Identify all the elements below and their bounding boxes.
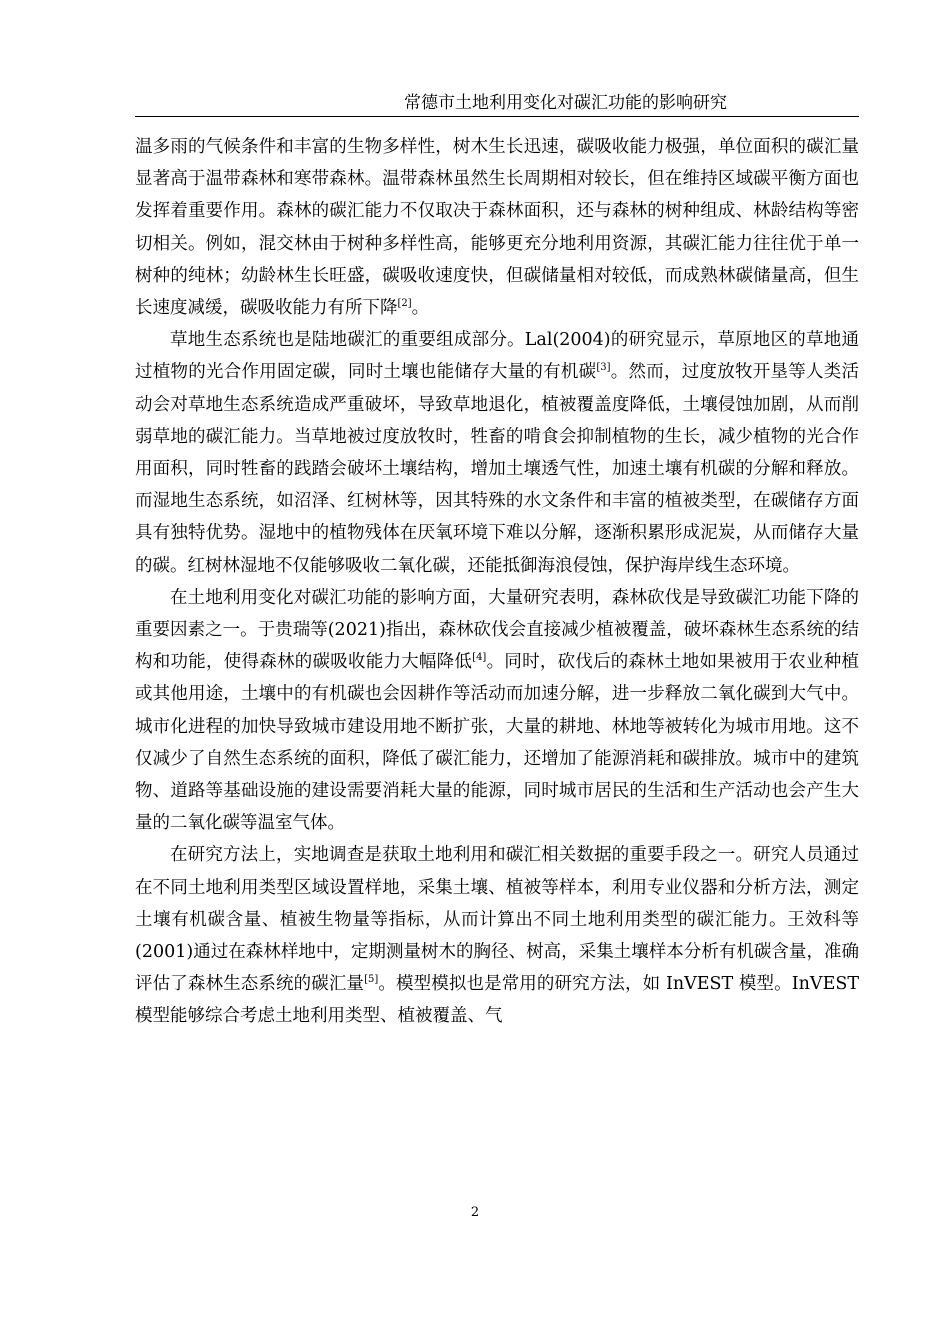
page-header (135, 92, 859, 117)
paragraph (135, 131, 859, 324)
paragraph-text: 温多雨的气候条件和丰富的生物多样性，树木生长迅速，碳吸收能力极强，单位面积的碳汇量显著高于温带森林和寒带森林。温带森林虽然生长周期相对较长，但在维持区域碳平衡方面也发挥着重要作用。森林的碳汇能力不仅取决于森林面积，还与森林的树种组成、林龄结构等密切相关。例如，混交林由于树种多样性高，能够更充分地利用资源，其碳汇能力往往优于单一树种的纯林；幼龄林生长旺盛，碳吸收速度快，但碳储量相对较低，而成熟林碳储量高，但生长速度减缓，碳吸收能力有所下降 (135, 137, 859, 319)
body-text (135, 131, 859, 1033)
page-number: 2 (470, 1205, 480, 1220)
paragraph (135, 839, 859, 1032)
paragraph-text: 。然而，过度放牧开垦等人类活动会对草地生态系统造成严重破坏，导致草地退化，植被覆盖度降低，土壤侵蚀加剧，从而削弱草地的碳汇能力。当草地被过度放牧时，牲畜的啃食会抑制植物的生长，减少植物的光合作用面积，同时牲畜的践踏会破坏土壤结构，增加土壤透气性，加速土壤有机碳的分解和释放。而湿地生态系统，如沼泽、红树林等，因其特殊的水文条件和丰富的植被类型，在碳储存方面具有独特优势。湿地中的植物残体在厌氧环境下难以分解，逐渐积累形成泥炭，从而储存大量的碳。红树林湿地不仅能够吸收二氧化碳，还能抵御海浪侵蚀，保护海岸线生态环境。 (135, 362, 860, 576)
paragraph-text: 在研究方法上，实地调查是获取土地利用和碳汇相关数据的重要手段之一。研究人员通过在不同土地利用类型区域设置样地，采集土壤、植被等样本，利用专业仪器和分析方法，测定土壤有机碳含量、植被生物量等指标，从而计算出不同土地利用类型的碳汇能力。王效科等(2001)通过在森林样地中，定期测量树木的胸径、树高，采集土壤样本分析有机碳含量，准确评估了森林生态系统的碳汇量 (135, 845, 859, 995)
paragraph-text: 。同时，砍伐后的森林土地如果被用于农业种植或其他用途，土壤中的有机碳也会因耕作等活动而加速分解，进一步释放二氧化碳到大气中。城市化进程的加快导致城市建设用地不断扩张，大量的耕地、林地等被转化为城市用地。这不仅减少了自然生态系统的面积，降低了碳汇能力，还增加了能源消耗和碳排放。城市中的建筑物、道路等基础设施的建设需要消耗大量的能源，同时城市居民的生活和生产活动也会产生大量的二氧化碳等温室气体。 (135, 652, 860, 834)
paragraph (135, 324, 859, 582)
paragraph-text: 。模型模拟也是常用的研究方法，如 InVEST 模型。InVEST 模型能够综合考虑土地利用类型、植被覆盖、气 (135, 974, 860, 1027)
paragraph-text: 在土地利用变化对碳汇功能的影响方面，大量研究表明，森林砍伐是导致碳汇功能下降的重要因素之一。于贵瑞等(2021)指出，森林砍伐会直接减少植被覆盖，破坏森林生态系统的结构和功能，使得森林的碳吸收能力大幅降低 (135, 587, 859, 673)
citation-marker: [5] (364, 974, 379, 986)
paragraph-text: 草地生态系统也是陆地碳汇的重要组成部分。Lal(2004)的研究显示，草原地区的草地通过植物的光合作用固定碳，同时土壤也能储存大量的有机碳 (135, 330, 859, 383)
paragraph-text: 。 (411, 298, 430, 319)
citation-marker: [2] (397, 298, 412, 310)
citation-marker: [4] (472, 652, 487, 664)
running-title: 常德市土地利用变化对碳汇功能的影响研究 (404, 93, 727, 113)
paragraph (135, 582, 859, 840)
citation-marker: [3] (596, 362, 611, 374)
